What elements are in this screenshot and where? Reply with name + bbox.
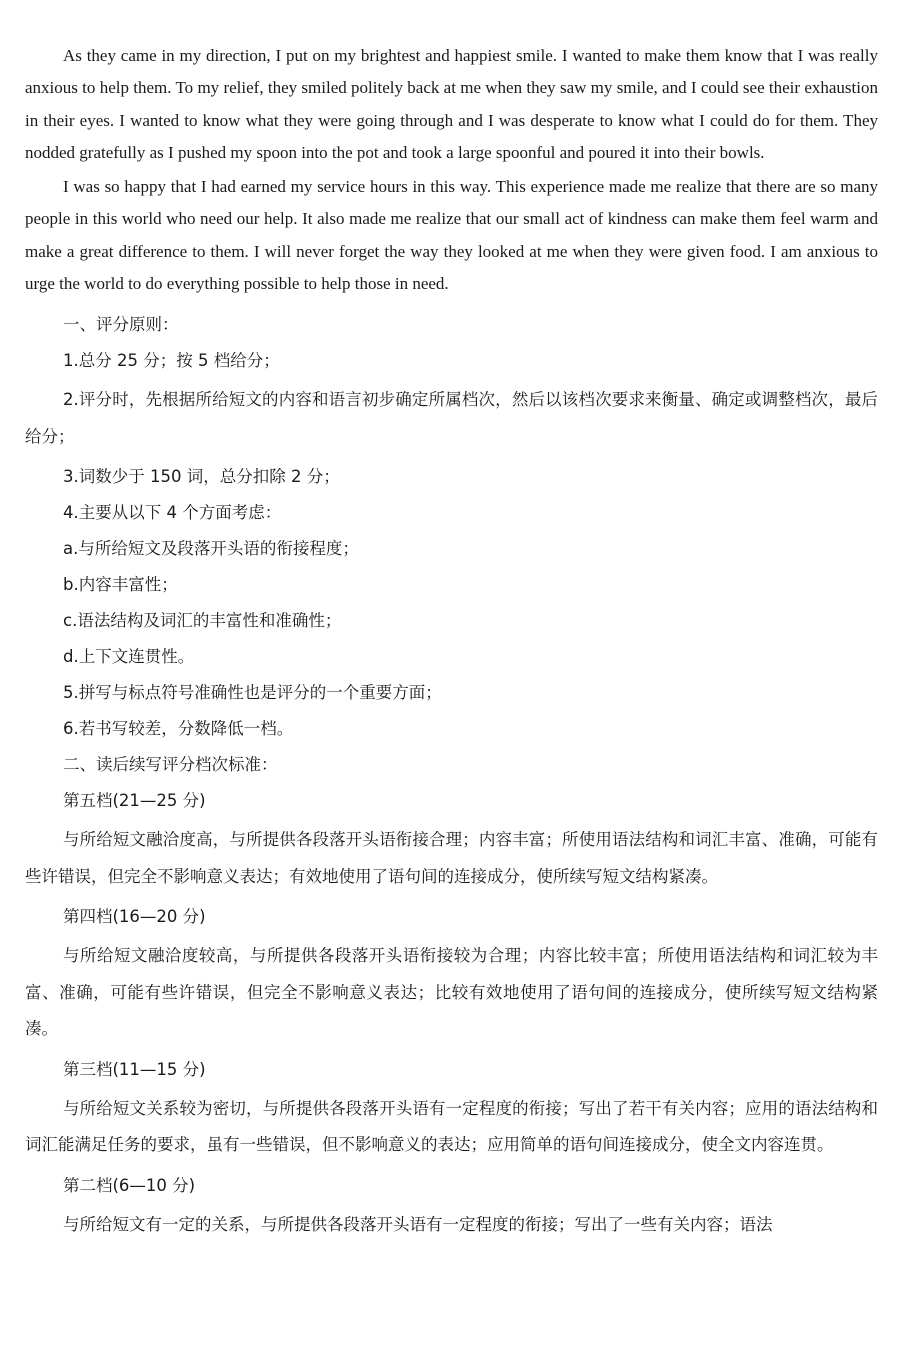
scoring-rule-4d: d.上下文连贯性。	[63, 647, 195, 667]
scoring-rule-4c: c.语法结构及词汇的丰富性和准确性；	[63, 611, 342, 631]
passage-paragraph-1: As they came in my direction, I put on my brightest and happiest smile. I wanted to make them know that I was really anxious to help them. To my relief, they smiled politely back at me when they saw my smile, and I could see their exhaustion in their eyes. I wanted to know what they were going through and I was desperate to know what I could do for them. They nodded gratefully as I pushed my spoon into the pot and took a large spoonful and poured it into their bowls.	[25, 46, 878, 162]
scoring-rule-3: 3.词数少于 150 词，总分扣除 2 分；	[63, 467, 340, 487]
scoring-heading: 一、评分原则：	[63, 315, 179, 335]
scoring-rule-1: 1.总分 25 分；按 5 档给分；	[63, 351, 280, 371]
level-2-title: 第二档(6—10 分)	[63, 1175, 196, 1195]
scoring-rule-2: 2.评分时，先根据所给短文的内容和语言初步确定所属档次，然后以该档次要求来衡量、确定或调整档次，最后给分；	[25, 390, 878, 446]
level-4-description: 与所给短文融洽度较高，与所提供各段落开头语衔接较为合理；内容比较丰富；所使用语法结构和词汇较为丰富、准确，可能有些许错误，但完全不影响意义表达；比较有效地使用了语句间的连接成分，使所续写短文结构紧凑。	[25, 946, 878, 1039]
scoring-rule-6: 6.若书写较差，分数降低一档。	[63, 719, 294, 739]
scoring-rule-5: 5.拼写与标点符号准确性也是评分的一个重要方面；	[63, 683, 442, 703]
level-5-description: 与所给短文融洽度高，与所提供各段落开头语衔接合理；内容丰富；所使用语法结构和词汇丰富、准确，可能有些许错误，但完全不影响意义表达；有效地使用了语句间的连接成分，使所续写短文结构紧凑。	[25, 830, 878, 886]
level-3-description: 与所给短文关系较为密切，与所提供各段落开头语有一定程度的衔接；写出了若干有关内容；应用的语法结构和词汇能满足任务的要求，虽有一些错误，但不影响意义的表达；应用简单的语句间连接成分，使全文内容连贯。	[25, 1098, 878, 1155]
levels-heading: 二、读后续写评分档次标准：	[63, 755, 278, 775]
passage-paragraph-2: I was so happy that I had earned my service hours in this way. This experience made me realize that there are so many people in this world who need our help. It also made me realize that our small act of kindness can make them feel warm and make a great difference to them. I will never forget the way they looked at me when they were given food. I am anxious to urge the world to do everything possible to help those in need.	[25, 177, 878, 294]
level-3-title: 第三档(11—15 分)	[63, 1059, 206, 1079]
scoring-rule-4b: b.内容丰富性；	[63, 575, 178, 595]
scoring-rule-4a: a.与所给短文及段落开头语的衔接程度；	[63, 539, 359, 559]
level-5-title: 第五档(21—25 分)	[63, 791, 206, 811]
scoring-rule-4: 4.主要从以下 4 个方面考虑：	[63, 503, 282, 523]
level-4-title: 第四档(16—20 分)	[63, 907, 206, 927]
level-2-description: 与所给短文有一定的关系，与所提供各段落开头语有一定程度的衔接；写出了一些有关内容；语法	[63, 1214, 773, 1234]
